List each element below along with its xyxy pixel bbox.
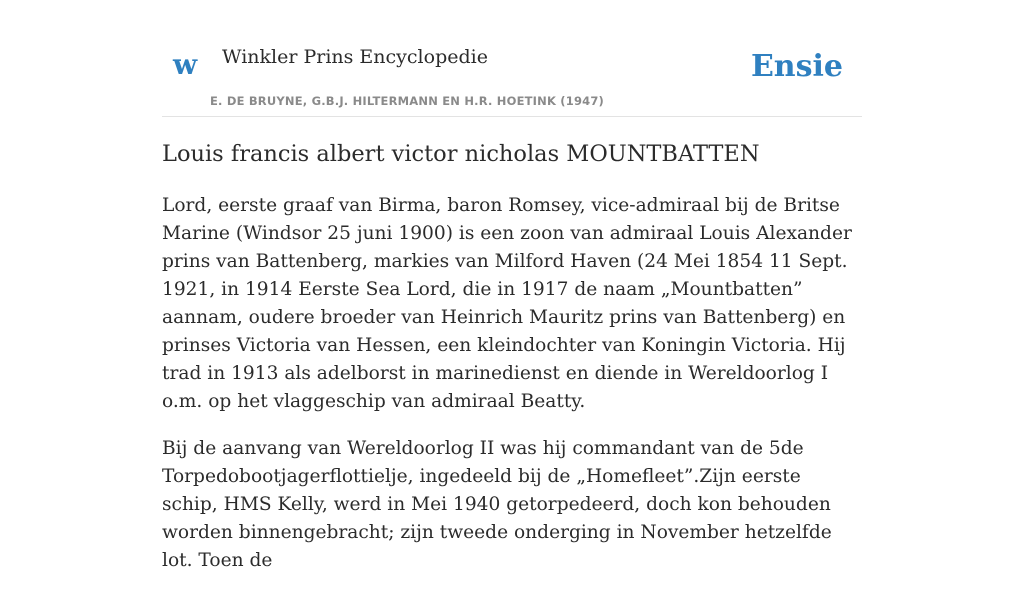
publication-title[interactable]: Winkler Prins Encyclopedie (222, 46, 488, 68)
publication-header (162, 0, 862, 117)
document-page (162, 0, 862, 571)
winkler-prins-logo[interactable]: w (173, 48, 198, 81)
ensie-brand-logo[interactable]: Ensie (750, 49, 843, 84)
entry-paragraph: Bij de aanvang van Wereldoorlog II was hij commandant van de 5de Torpedobootjagerflottielje, ingedeeld bij de „Homefleet”.Zijn eerste schip, HMS Kelly, werd in Mei 1940 getorpedeerd, doch kon behouden worden binnengebracht; zijn tweede onderging in November hetzelfde lot. Toen de (162, 438, 832, 571)
entry-title: Louis francis albert victor nicholas MOUNTBATTEN (162, 141, 760, 167)
publication-authors: E. DE BRUYNE, G.B.J. HILTERMANN EN H.R. HOETINK (1947) (210, 94, 605, 108)
entry-body (162, 192, 862, 594)
entry-paragraph: Lord, eerste graaf van Birma, baron Romsey, vice-admiraal bij de Britse Marine (Windsor 25 juni 1900) is een zoon van admiraal Louis Alexander prins van Battenberg, markies van Milford Haven (24 Mei 1854 11 Sept. 1921, in 1914 Eerste Sea Lord, die in 1917 de naam „Mountbatten” aannam, oudere broeder van Heinrich Mauritz prins van Battenberg) en prinses Victoria van Hessen, een kleindochter van Koningin Victoria. Hij trad in 1913 als adelborst in marinedienst en diende in Wereldoorlog I o.m. op het vlaggeschip van admiraal Beatty. (162, 195, 852, 412)
